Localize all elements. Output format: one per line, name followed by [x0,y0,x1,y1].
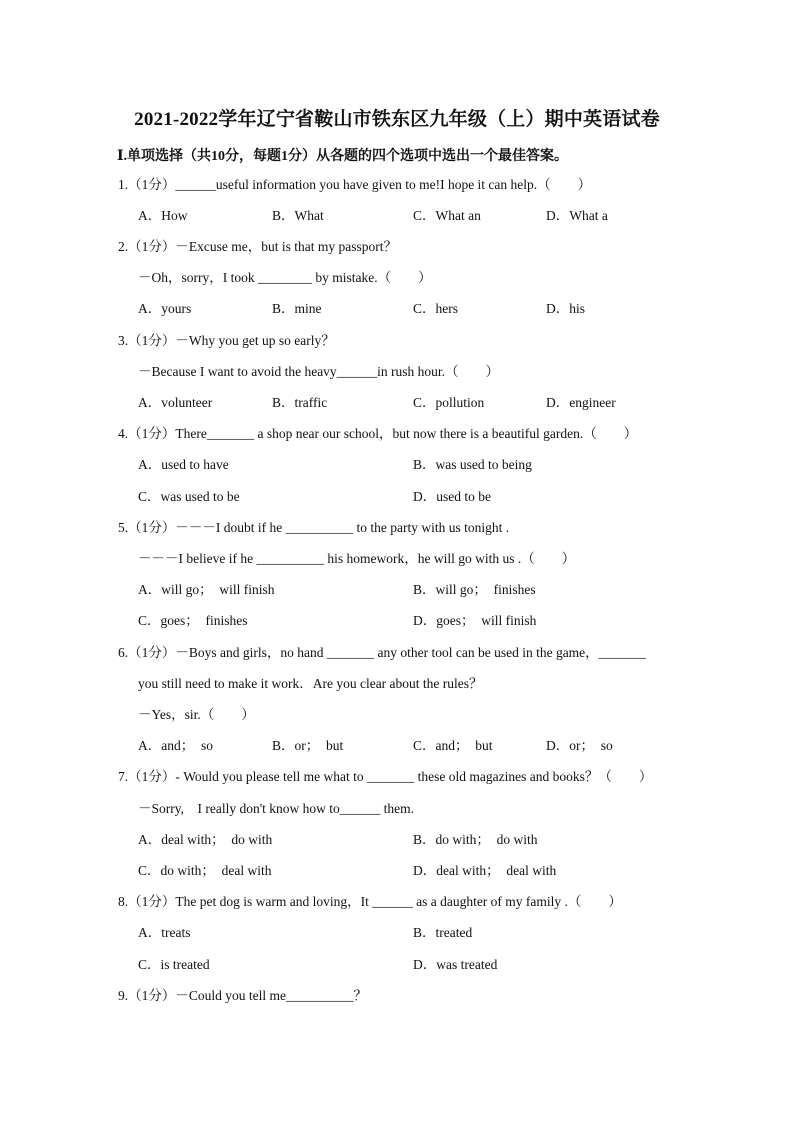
question-2-stem: 2.（1分）－Excuse me，but is that my passport？ [118,239,397,254]
question-3-option-d: D．engineer [546,395,616,410]
question-1-option-c: C．What an [413,208,481,223]
question-1-option-b: B．What [272,208,324,223]
question-6-option-a: A．and； so [138,738,213,753]
section-heading: Ⅰ.单项选择（共10分，每题1分）从各题的四个选项中选出一个最佳答案。 [117,149,569,164]
question-6-option-b: B．or； but [272,738,344,753]
question-7-option-b: B．do with； do with [413,832,538,847]
question-6-stem: 6.（1分）－Boys and girls，no hand _______ any other tool can be used in the game，_______ [118,645,646,660]
question-4-option-c: C．was used to be [138,489,240,504]
question-6-option-d: D．or； so [546,738,613,753]
question-5-option-a: A．will go； will finish [138,582,275,597]
question-1-option-d: D．What a [546,208,608,223]
question-3-stem: 3.（1分）－Why you get up so early？ [118,333,335,348]
question-1-stem: 1.（1分）______useful information you have given to me!I hope it can help.（ ） [118,177,592,192]
question-6-reply: －Yes，sir.（ ） [138,707,255,722]
question-5-option-d: D．goes； will finish [413,613,537,628]
question-8-stem: 8.（1分）The pet dog is warm and loving，It ______ as a daughter of my family .（ ） [118,894,622,909]
question-4-option-d: D．used to be [413,489,491,504]
question-7-option-a: A．deal with； do with [138,832,273,847]
question-8-option-a: A．treats [138,925,191,940]
question-7-option-d: D．deal with； deal with [413,863,557,878]
question-5-reply: －－－I believe if he __________ his homework，he will go with us .（ ） [138,551,576,566]
question-7-reply: －Sorry, I really don't know how to______ them. [138,801,415,816]
question-5-option-c: C．goes； finishes [138,613,248,628]
question-2-option-b: B．mine [272,301,322,316]
question-7-option-c: C．do with； deal with [138,863,272,878]
question-9-stem: 9.（1分）－Could you tell me__________？ [118,988,367,1003]
question-3-option-c: C．pollution [413,395,485,410]
question-8-option-d: D．was treated [413,957,498,972]
question-8-option-c: C．is treated [138,957,210,972]
question-1-option-a: A．How [138,208,188,223]
question-2-option-a: A．yours [138,301,192,316]
question-7-stem: 7.（1分）- Would you please tell me what to _______ these old magazines and books？（ ） [118,769,653,784]
question-2-option-d: D．his [546,301,586,316]
question-6-continuation: you still need to make it work．Are you clear about the rules？ [138,676,483,691]
question-4-option-a: A．used to have [138,457,229,472]
question-2-option-c: C．hers [413,301,458,316]
page-title: 2021-2022学年辽宁省鞍山市铁东区九年级（上）期中英语试卷 [134,109,660,130]
question-6-option-c: C．and； but [413,738,493,753]
question-8-option-b: B．treated [413,925,473,940]
question-4-stem: 4.（1分）There_______ a shop near our school，but now there is a beautiful garden.（ ） [118,426,638,441]
question-2-reply: －Oh，sorry，I took ________ by mistake.（ ） [138,270,432,285]
question-3-reply: －Because I want to avoid the heavy______in rush hour.（ ） [138,364,500,379]
question-5-option-b: B．will go； finishes [413,582,536,597]
question-3-option-a: A．volunteer [138,395,213,410]
question-5-stem: 5.（1分）－－－I doubt if he __________ to the party with us tonight . [118,520,510,535]
question-3-option-b: B．traffic [272,395,328,410]
question-4-option-b: B．was used to being [413,457,532,472]
